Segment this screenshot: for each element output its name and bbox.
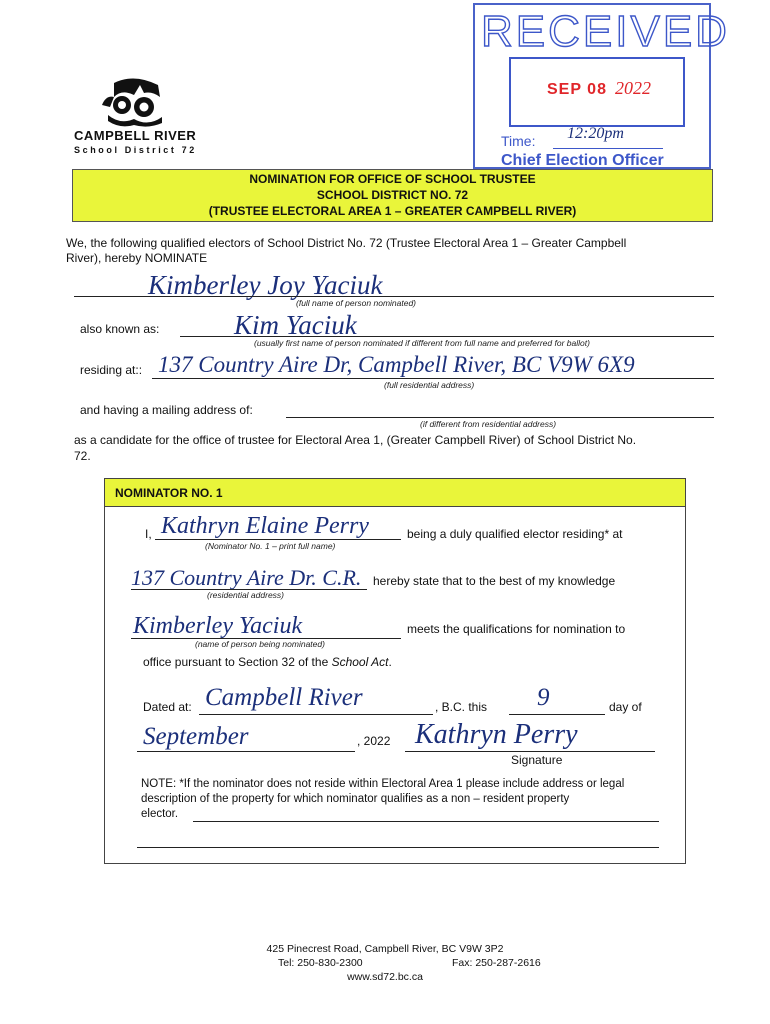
aka-value[interactable]: Kim Yaciuk bbox=[234, 310, 357, 340]
note-line1: NOTE: *If the nominator does not reside within Electoral Area 1 please include address or legal bbox=[141, 778, 625, 790]
month-value[interactable]: September bbox=[143, 723, 249, 750]
month-line bbox=[137, 751, 355, 752]
mailing-caption: (if different from residential address) bbox=[420, 419, 557, 429]
note-line-blank1[interactable] bbox=[193, 821, 659, 822]
nominator-nominee-caption: (name of person being nominated) bbox=[195, 639, 325, 649]
signature-label: Signature bbox=[511, 753, 563, 767]
nominator-name[interactable]: Kathryn Elaine Perry bbox=[161, 513, 369, 539]
mailing-label: and having a mailing address of: bbox=[80, 403, 253, 417]
nominator-nominee-suffix: meets the qualifications for nomination to bbox=[407, 622, 626, 636]
district-name: CAMPBELL RIVER bbox=[74, 128, 197, 143]
aka-label: also known as: bbox=[80, 322, 160, 336]
footer-fax: Fax: 250-287-2616 bbox=[452, 957, 541, 969]
residing-line bbox=[152, 378, 714, 379]
office-suffix: . bbox=[388, 655, 392, 669]
dated-place[interactable]: Campbell River bbox=[205, 684, 363, 711]
nominator-heading: NOMINATOR NO. 1 bbox=[105, 479, 685, 507]
stamp-time-label: Time: bbox=[501, 133, 536, 149]
office-statement bbox=[143, 655, 392, 669]
aka-caption: (usually first name of person nominated if different from full name and preferred for ballot) bbox=[254, 338, 590, 348]
day-of-label: day of bbox=[609, 700, 642, 714]
orca-logo-icon bbox=[100, 75, 168, 127]
nominee-name-line bbox=[74, 296, 714, 297]
footer-tel: Tel: 250-830-2300 bbox=[278, 957, 363, 969]
nominator-address[interactable]: 137 Country Aire Dr. C.R. bbox=[131, 565, 362, 590]
note-line-blank2[interactable] bbox=[137, 847, 659, 848]
stamp-year: 2022 bbox=[615, 78, 651, 98]
nominator-name-suffix: being a duly qualified elector residing* at bbox=[407, 527, 623, 541]
stamp-title: RECEIVED bbox=[481, 7, 730, 56]
mailing-line[interactable] bbox=[286, 417, 714, 418]
signature-value[interactable]: Kathryn Perry bbox=[415, 719, 578, 750]
candidate-line2: 72. bbox=[74, 449, 91, 463]
bc-this-label: , B.C. this bbox=[435, 700, 488, 714]
nominator-section bbox=[104, 478, 686, 864]
aka-line bbox=[180, 336, 714, 337]
residing-label: residing at:: bbox=[80, 363, 143, 377]
note-line2: description of the property for which nominator qualifies as a non – resident property bbox=[141, 793, 570, 805]
nominee-name-caption: (full name of person nominated) bbox=[296, 298, 417, 308]
nominator-name-line bbox=[155, 539, 401, 540]
intro-line1: We, the following qualified electors of School District No. 72 (Trustee Electoral Area 1 – Greater Campbell bbox=[66, 236, 627, 250]
form-title-line2: SCHOOL DISTRICT NO. 72 bbox=[316, 188, 469, 202]
office-act: School Act bbox=[331, 655, 389, 669]
nominator-address-suffix: hereby state that to the best of my knowledge bbox=[373, 574, 616, 588]
candidate-line1: as a candidate for the office of trustee for Electoral Area 1, (Greater Campbell River) of School District No. bbox=[74, 433, 637, 447]
day-line bbox=[509, 714, 605, 715]
nominator-i-label: I, bbox=[145, 527, 152, 541]
residing-caption: (full residential address) bbox=[384, 380, 475, 390]
dated-label: Dated at: bbox=[143, 700, 192, 714]
stamp-time-line bbox=[553, 148, 663, 149]
stamp-time-value: 12:20pm bbox=[567, 125, 624, 142]
residing-value[interactable]: 137 Country Aire Dr, Campbell River, BC V9W 6X9 bbox=[158, 352, 635, 377]
footer-web[interactable]: www.sd72.bc.ca bbox=[347, 971, 423, 983]
form-title-line1: NOMINATION FOR OFFICE OF SCHOOL TRUSTEE bbox=[249, 172, 536, 186]
intro-line2: River), hereby NOMINATE bbox=[66, 251, 208, 265]
dated-place-line bbox=[199, 714, 433, 715]
nominator-address-caption: (residential address) bbox=[207, 590, 285, 600]
nominator-nominee[interactable]: Kimberley Yaciuk bbox=[133, 613, 303, 639]
form-title-line3: (TRUSTEE ELECTORAL AREA 1 – GREATER CAMPBELL RIVER) bbox=[208, 204, 577, 218]
district-subtitle: School District 72 bbox=[74, 145, 197, 155]
stamp-date: SEP 08 bbox=[547, 81, 607, 98]
day-value[interactable]: 9 bbox=[537, 684, 550, 711]
note-line3: elector. bbox=[141, 808, 179, 820]
signature-line bbox=[405, 751, 655, 752]
footer-address: 425 Pinecrest Road, Campbell River, BC V9W 3P2 bbox=[266, 943, 504, 955]
received-stamp bbox=[473, 3, 730, 169]
office-prefix: office pursuant to Section 32 of the bbox=[143, 655, 332, 669]
district-logo bbox=[100, 75, 168, 127]
form-title-band bbox=[72, 169, 713, 222]
nominator-name-caption: (Nominator No. 1 – print full name) bbox=[205, 541, 336, 551]
nominee-full-name[interactable]: Kimberley Joy Yaciuk bbox=[148, 270, 383, 300]
year-label: , 2022 bbox=[357, 734, 391, 748]
stamp-officer: Chief Election Officer bbox=[501, 152, 664, 169]
